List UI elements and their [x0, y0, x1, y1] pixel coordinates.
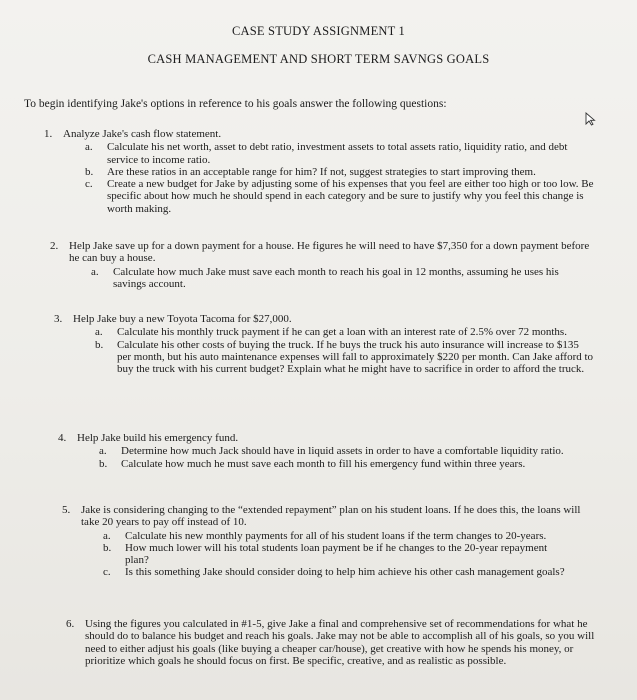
question-text: Using the figures you calculated in #1-5, give Jake a final and comprehensive set of recommendations for what he should do to balance his budget and reach his goals. Jake may not be able to accomplish all of his goals, so you will need to either adjust his goals (like buying a cheaper car/house), get creative with how he spends his money, or prioritize which goals he should focus on first. Be specific, creative, and as realistic as possible. — [85, 618, 595, 667]
question-number: 6. — [66, 618, 75, 630]
question-number: 1. — [44, 128, 53, 140]
subquestion-item — [103, 566, 573, 578]
subquestion-text: Calculate his new monthly payments for all of his student loans if the term changes to 20-years. — [125, 529, 547, 542]
subquestion-item — [91, 266, 581, 291]
subquestion-text: Is this something Jake should consider doing to help him achieve his other cash management goals? — [125, 566, 565, 579]
subquestion-letter: b. — [85, 165, 94, 178]
subquestion-text: Calculate his other costs of buying the truck. If he buys the truck his auto insurance will increase to $135 per month, but his auto maintenance expenses will fall to approximately $220 per month. Can Jake afford to buy the truck with his current budget? Explain what he might have to sacrifice in order to afford the truck. — [117, 338, 594, 376]
question-number: 2. — [50, 240, 59, 252]
question-text: Help Jake save up for a down payment for a house. He figures he will need to have $7,350 for a down payment before he can buy a house. — [69, 240, 590, 265]
subquestion-letter: c. — [103, 566, 111, 579]
question-number: 3. — [54, 313, 63, 325]
question-1 — [44, 128, 604, 215]
subquestion-letter: a. — [99, 445, 107, 458]
subquestion-text: Determine how much Jack should have in liquid assets in order to have a comfortable liquidity ratio. — [121, 445, 564, 458]
subquestion-text: How much lower will his total students loan payment be if he changes to the 20-year repayment plan? — [125, 541, 548, 567]
question-number: 4. — [58, 432, 67, 444]
question-number: 5. — [62, 504, 71, 516]
question-text: Analyze Jake's cash flow statement. — [63, 128, 222, 140]
subquestion-item — [85, 178, 595, 215]
subquestion-item — [95, 339, 595, 376]
subquestion-item — [103, 530, 573, 542]
subquestion-item — [99, 458, 579, 470]
question-text: Jake is considering changing to the “extended repayment” plan on his student loans. If he does this, the loans will take 20 years to pay off instead of 10. — [81, 504, 581, 529]
subquestion-item — [85, 166, 595, 178]
question-6 — [66, 618, 596, 667]
question-2 — [50, 240, 590, 290]
subquestion-item — [85, 141, 595, 166]
subquestion-text: Calculate how much he must save each month to fill his emergency fund within three years. — [121, 457, 526, 470]
question-text: Help Jake buy a new Toyota Tacoma for $27,000. — [73, 313, 292, 325]
subquestion-item — [103, 542, 573, 567]
subquestion-text: Are these ratios in an acceptable range for him? If not, suggest strategies to start improving them. — [107, 165, 536, 178]
mouse-pointer-icon — [584, 112, 598, 126]
subquestion-text: Calculate how much Jake must save each month to reach his goal in 12 months, assuming he uses his savings account. — [113, 265, 559, 290]
subquestion-text: Calculate his net worth, asset to debt ratio, investment assets to total assets ratio, liquidity ratio, and debt service to income ratio. — [107, 141, 568, 166]
subquestion-text: Calculate his monthly truck payment if he can get a loan with an interest rate of 2.5% over 72 months. — [117, 326, 567, 339]
subquestion-letter: a. — [103, 529, 111, 542]
subquestion-letter: b. — [99, 457, 108, 470]
subquestion-item — [99, 445, 579, 457]
question-5 — [62, 504, 587, 579]
subquestion-item — [95, 326, 595, 338]
subquestion-letter: b. — [95, 338, 104, 351]
subquestion-text: Create a new budget for Jake by adjusting some of his expenses that you feel are either too high or too low. Be specific about how much he should spend in each category and be sure to justify why you feel this change is worth making. — [107, 178, 594, 215]
subquestion-letter: a. — [85, 141, 93, 154]
question-3 — [54, 313, 600, 375]
document-subtitle: CASH MANAGEMENT AND SHORT TERM SAVNGS GOALS — [147, 52, 490, 66]
subquestion-letter: c. — [85, 178, 93, 191]
question-text: Help Jake build his emergency fund. — [77, 432, 239, 444]
intro-text: To begin identifying Jake's options in reference to his goals answer the following questions: — [24, 98, 447, 110]
document-title: CASE STUDY ASSIGNMENT 1 — [231, 24, 406, 38]
subquestion-letter: a. — [95, 326, 103, 339]
subquestion-letter: b. — [103, 541, 112, 554]
subquestion-letter: a. — [91, 265, 99, 278]
question-4 — [58, 432, 598, 470]
